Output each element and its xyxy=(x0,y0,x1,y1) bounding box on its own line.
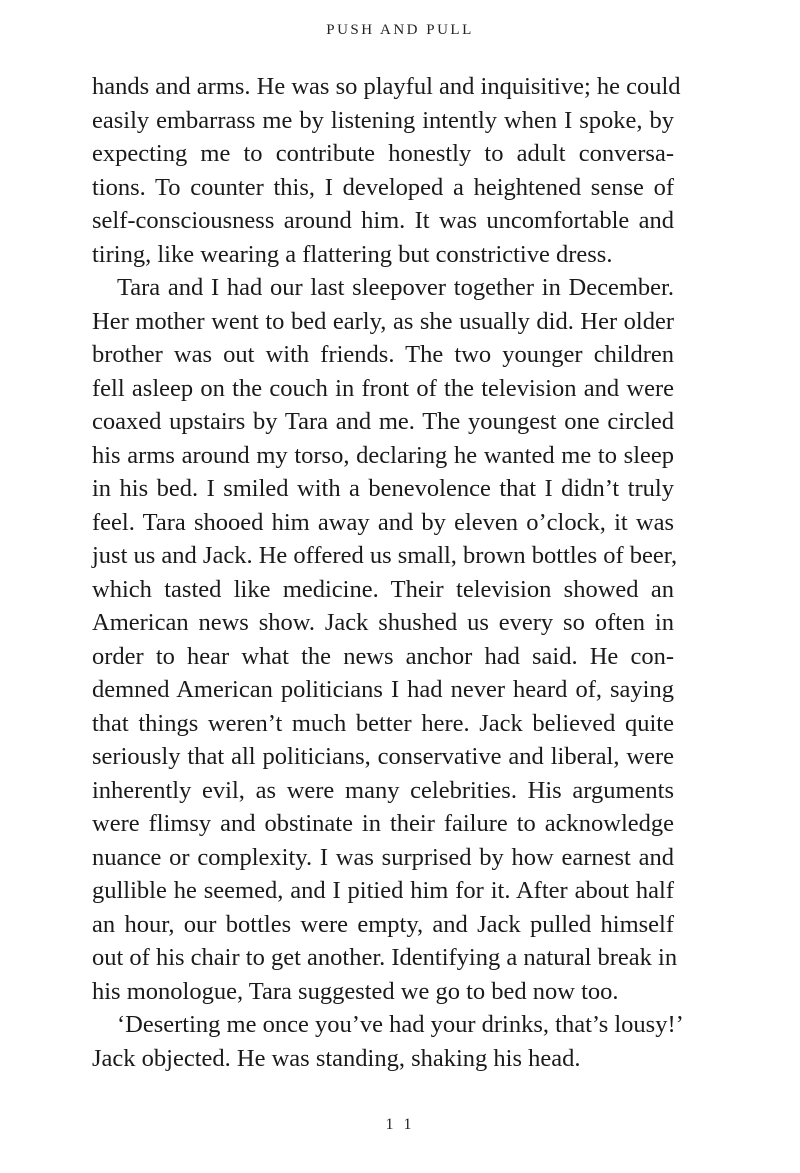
page-number: 1 1 xyxy=(385,1116,415,1133)
paragraph xyxy=(92,1008,684,1075)
text-line: gullible he seemed, and I pitied him for it. After about half xyxy=(92,877,674,904)
text-line: easily embarrass me by listening intently when I spoke, by xyxy=(92,106,674,134)
text-line: self-consciousness around him. It was uncomfortable and xyxy=(92,207,674,234)
text-line: which tasted like medicine. Their television showed an xyxy=(92,575,674,603)
running-head: PUSH AND PULL xyxy=(326,22,474,38)
text-line: nuance or complexity. I was surprised by how earnest and xyxy=(92,843,674,871)
text-line: demned American politicians I had never heard of, saying xyxy=(92,676,674,703)
paragraph xyxy=(92,271,678,1008)
text-line: an hour, our bottles were empty, and Jack pulled himself xyxy=(92,910,674,938)
text-line: his monologue, Tara suggested we go to bed now too. xyxy=(92,977,619,1005)
text-line: out of his chair to get another. Identifying a natural break in xyxy=(92,944,678,971)
text-line: brother was out with friends. The two younger children xyxy=(92,341,674,368)
text-line: coaxed upstairs by Tara and me. The youngest one circled xyxy=(92,408,674,435)
text-line: inherently evil, as were many celebrities. His arguments xyxy=(92,776,674,804)
text-line: in his bed. I smiled with a benevolence that I didn’t truly xyxy=(92,475,674,502)
body-text xyxy=(92,70,684,1075)
text-line: his arms around my torso, declaring he wanted me to sleep xyxy=(92,441,674,469)
text-line: American news show. Jack shushed us every so often in xyxy=(92,609,674,636)
text-line: just us and Jack. He offered us small, brown bottles of beer, xyxy=(92,542,678,569)
text-line: were flimsy and obstinate in their failure to acknowledge xyxy=(92,810,674,837)
text-line: feel. Tara shooed him away and by eleven o’clock, it was xyxy=(92,508,674,536)
text-line: Tara and I had our last sleepover together in December. xyxy=(117,274,674,301)
text-line: Jack objected. He was standing, shaking his head. xyxy=(92,1044,581,1072)
text-line: expecting me to contribute honestly to adult conversa- xyxy=(92,140,674,167)
text-line: seriously that all politicians, conservative and liberal, were xyxy=(92,743,674,770)
text-line: that things weren’t much better here. Jack believed quite xyxy=(92,709,674,737)
text-line: tiring, like wearing a flattering but constrictive dress. xyxy=(92,240,613,268)
text-line: tions. To counter this, I developed a heightened sense of xyxy=(92,173,674,201)
text-line: order to hear what the news anchor had said. He con- xyxy=(92,642,674,670)
text-line: ‘Deserting me once you’ve had your drinks, that’s lousy!’ xyxy=(117,1011,684,1038)
text-line: fell asleep on the couch in front of the television and were xyxy=(92,374,674,402)
text-line: hands and arms. He was so playful and inquisitive; he could xyxy=(92,73,681,100)
text-line: Her mother went to bed early, as she usually did. Her older xyxy=(92,307,674,335)
paragraph xyxy=(92,70,681,271)
